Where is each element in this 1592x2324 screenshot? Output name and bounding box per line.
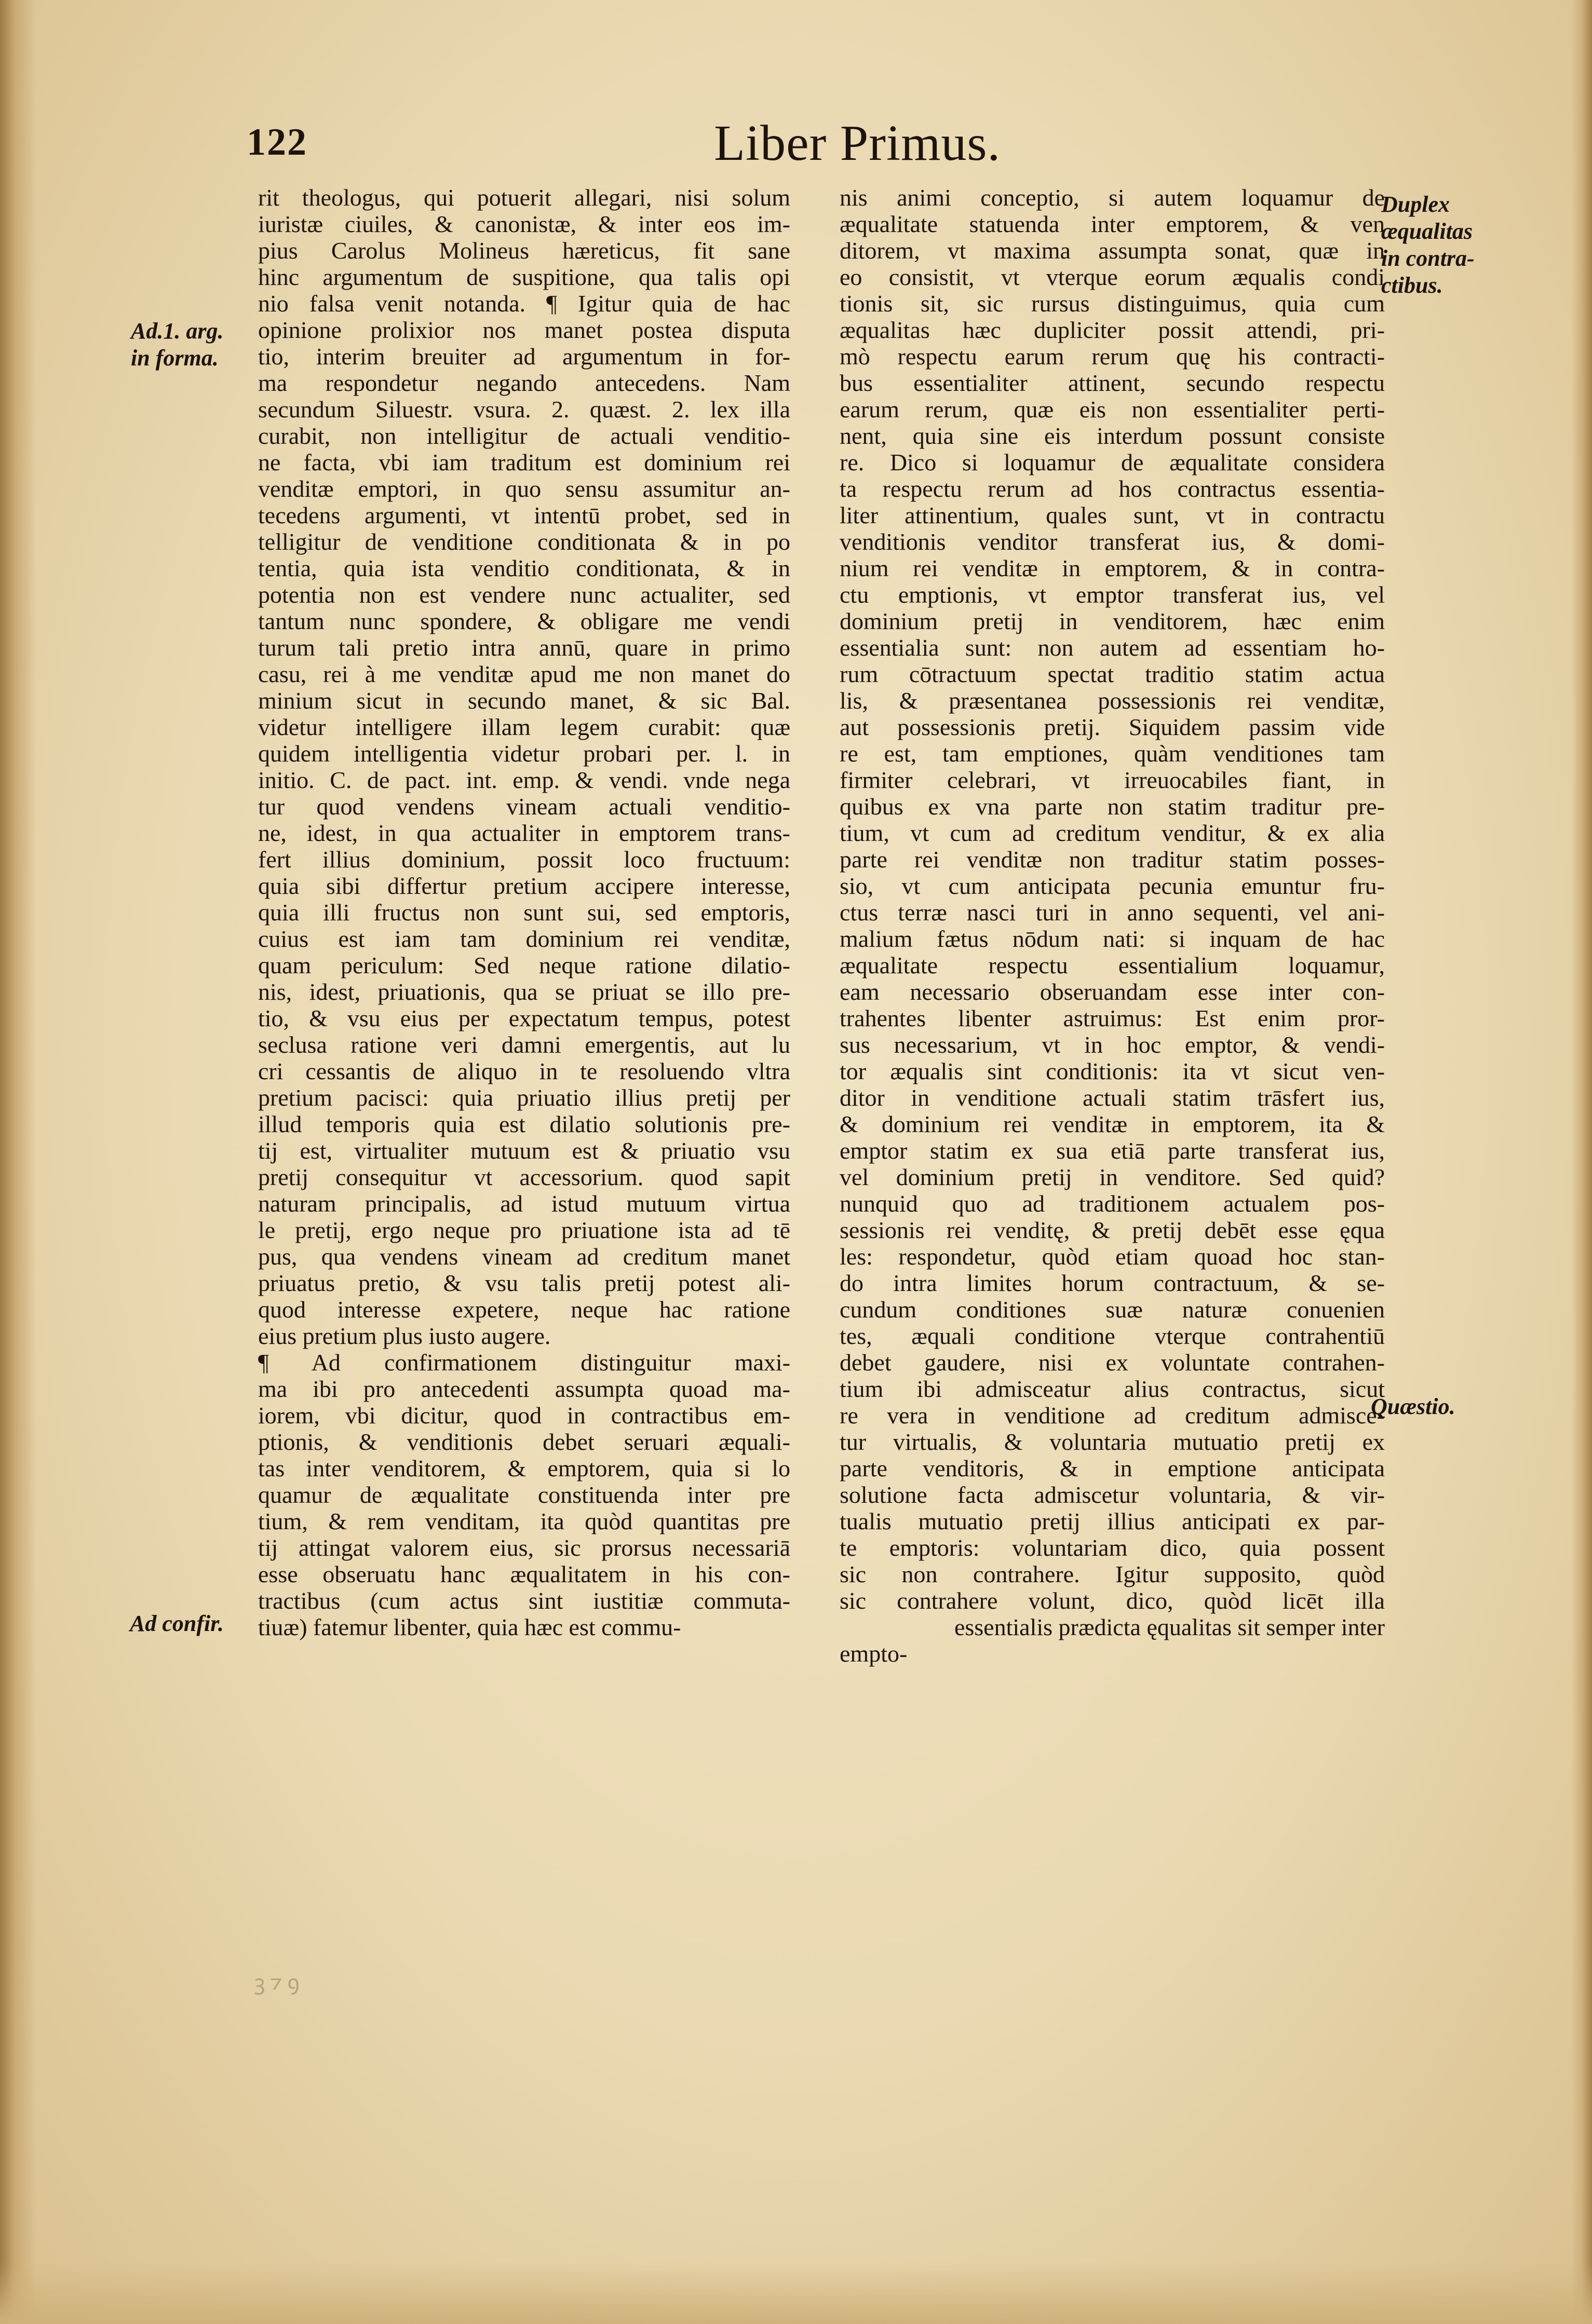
text-line: empto- — [840, 1640, 908, 1667]
text-line: quam periculum: Sed neque ratione dilatio- — [258, 952, 790, 978]
text-line: ctus terræ nasci turi in anno sequenti, vel ani- — [840, 899, 1385, 926]
text-line: tentia, quia ista venditio conditionata, & in — [258, 555, 790, 581]
text-line: le pretij, ergo neque pro priuatione ista ad tē — [258, 1217, 790, 1243]
text-line: firmiter celebrari, vt irreuocabiles fiant, in — [840, 767, 1385, 793]
text-line: cri cessantis de aliquo in te resoluendo vltra — [258, 1058, 790, 1084]
text-line: ctu emptionis, vt emptor transferat ius, vel — [840, 581, 1385, 608]
text-line: parte rei venditæ non traditur statim posses- — [840, 846, 1385, 873]
text-line: tractibus (cum actus sint iustitiæ commuta- — [258, 1587, 790, 1614]
text-line: tium, & rem venditam, ita quòd quantitas pre — [258, 1508, 790, 1534]
text-line: æqualitate respectu essentialium loquamur, — [840, 952, 1385, 978]
text-line: tes, æquali conditione vterque contrahentiū — [840, 1323, 1385, 1349]
text-line: tur quod vendens vineam actuali venditio- — [258, 793, 790, 820]
text-line: pretium pacisci: quia priuatio illius pretij per — [258, 1084, 790, 1111]
text-line: quia illi fructus non sunt sui, sed emptoris, — [258, 899, 790, 926]
text-line: eius pretium plus iusto augere. — [258, 1323, 551, 1349]
text-line: tiuæ) fatemur libenter, quia hæc est commu- — [258, 1614, 681, 1640]
text-line: ne facta, vbi iam traditum est dominium rei — [258, 449, 790, 475]
text-line: æqualitate statuenda inter emptorem, & ven — [840, 211, 1385, 237]
text-line: iorem, vbi dicitur, quod in contractibus em- — [258, 1402, 790, 1429]
text-line: quia sibi differtur pretium accipere interesse, — [258, 873, 790, 899]
margin-note-duplex-3: in contra- — [1381, 246, 1475, 271]
left-edge-stain — [0, 0, 36, 2324]
text-line: potentia non est vendere nunc actualiter, sed — [258, 581, 790, 608]
text-line: tium ibi admisceatur alius contractus, sicut — [840, 1376, 1385, 1402]
margin-note-quaestio: Quæstio. — [1371, 1394, 1455, 1419]
text-line: pius Carolus Molineus hæreticus, fit sane — [258, 237, 790, 264]
text-line: tionis sit, sic rursus distinguimus, quia cum — [840, 290, 1385, 317]
text-line: opinione prolixior nos manet postea disputa — [258, 317, 790, 343]
margin-note-ad-confir: Ad confir. — [130, 1611, 224, 1636]
text-line: sessionis rei venditę, & pretij debēt esse ęqua — [840, 1217, 1385, 1243]
text-line: nis animi conceptio, si autem loquamur de — [840, 184, 1385, 211]
running-head: Liber Primus. — [714, 115, 1001, 171]
text-line: tium, vt cum ad creditum venditur, & ex alia — [840, 820, 1385, 846]
text-line: nent, quia sine eis interdum possunt consiste — [840, 423, 1385, 449]
bleed-through-mark: ꝫ ⁊ ꝯ — [254, 1971, 300, 1994]
text-line: do intra limites horum contractuum, & se- — [840, 1270, 1385, 1296]
text-line: minium sicut in secundo manet, & sic Bal. — [258, 687, 790, 714]
text-line: tur virtualis, & voluntaria mutuatio pretij ex — [840, 1429, 1385, 1455]
text-line: lis, & præsentanea possessionis rei venditæ, — [840, 687, 1385, 714]
text-line: quod interesse expetere, neque hac ratione — [258, 1296, 790, 1323]
text-line: les: respondetur, quòd etiam quoad hoc stan- — [840, 1243, 1385, 1270]
margin-note-duplex-4: ctibus. — [1381, 273, 1443, 298]
text-line: seclusa ratione veri damni emergentis, aut lu — [258, 1031, 790, 1058]
text-line: ptionis, & venditionis debet seruari æquali- — [258, 1429, 790, 1455]
text-line: initio. C. de pact. int. emp. & vendi. vnde nega — [258, 767, 790, 793]
text-line: tualis mutuatio pretij illius anticipati ex par- — [840, 1508, 1385, 1534]
right-edge-stain — [1571, 0, 1592, 2324]
text-line: sic contrahere volunt, dico, quòd licēt illa — [840, 1587, 1385, 1614]
text-line: ma ibi pro antecedenti assumpta quoad ma- — [258, 1376, 790, 1402]
text-line: te emptoris: voluntariam dico, quia possent — [840, 1534, 1385, 1561]
text-line: tij attingat valorem eius, sic prorsus necessariā — [258, 1534, 790, 1561]
text-line: tor æqualis sint conditionis: ita vt sicut ven- — [840, 1058, 1385, 1084]
text-line: quidem intelligentia videtur probari per. l. in — [258, 740, 790, 767]
text-line: ne, idest, in qua actualiter in emptorem trans- — [258, 820, 790, 846]
text-line: emptor statim ex sua etiā parte transferat ius, — [840, 1137, 1385, 1164]
text-line: illud temporis quia est dilatio solutionis pre- — [258, 1111, 790, 1137]
margin-note-ad-arg: Ad.1. arg. — [131, 318, 224, 344]
text-line: quamur de æqualitate constituenda inter pre — [258, 1482, 790, 1508]
text-line: videtur intelligere illam legem curabit: quæ — [258, 714, 790, 740]
text-line: nium rei venditæ in emptorem, & in contra- — [840, 555, 1385, 581]
text-line: rum cōtractuum spectat traditio statim actua — [840, 661, 1385, 687]
text-line: naturam principalis, ad istud mutuum virtua — [258, 1190, 790, 1217]
text-line: ma respondetur negando antecedens. Nam — [258, 370, 790, 396]
text-line: curabit, non intelligitur de actuali venditio- — [258, 423, 790, 449]
text-line: eo consistit, vt vterque eorum æqualis condi — [840, 264, 1385, 290]
text-line: telligitur de venditione conditionata & in po — [258, 528, 790, 555]
text-line: æqualitas hæc dupliciter possit attendi, pri- — [840, 317, 1385, 343]
text-line: vel dominium pretij in venditore. Sed quid? — [840, 1164, 1385, 1190]
text-line: tio, & vsu eius per expectatum tempus, potest — [258, 1005, 790, 1031]
text-line: venditæ emptori, in quo sensu assumitur an- — [258, 475, 790, 502]
text-line: aut possessionis pretij. Siquidem passim vide — [840, 714, 1385, 740]
page-number: 122 — [247, 121, 307, 164]
text-line: ta respectu rerum ad hos contractus essentia- — [840, 475, 1385, 502]
text-line: eam necessario obseruandam esse inter con- — [840, 978, 1385, 1005]
text-line: tantum nunc spondere, & obligare me vendi — [258, 608, 790, 634]
text-line: pretij consequitur vt accessorium. quod sapit — [258, 1164, 790, 1190]
text-line: ¶ Ad confirmationem distinguitur maxi- — [258, 1349, 790, 1376]
left-text-column — [258, 184, 790, 1640]
text-line: nio falsa venit notanda. ¶ Igitur quia de hac — [258, 290, 790, 317]
text-line: solutione facta admiscetur voluntaria, & vir- — [840, 1482, 1385, 1508]
margin-note-in-forma: in forma. — [131, 345, 219, 371]
text-line: cuius est iam tam dominium rei venditæ, — [258, 926, 790, 952]
text-line: re. Dico si loquamur de æqualitate considera — [840, 449, 1385, 475]
text-line: sio, vt cum anticipata pecunia emuntur fru- — [840, 873, 1385, 899]
text-line: trahentes libenter astruimus: Est enim pror- — [840, 1005, 1385, 1031]
text-line: pus, qua vendens vineam ad creditum manet — [258, 1243, 790, 1270]
text-line: bus essentialiter attinent, secundo respectu — [840, 370, 1385, 396]
text-line: turum tali pretio intra annū, quare in primo — [258, 634, 790, 661]
text-line: earum rerum, quæ eis non essentialiter perti- — [840, 396, 1385, 423]
text-line: dominium pretij in venditorem, hæc enim — [840, 608, 1385, 634]
text-line: priuatus pretio, & vsu talis pretij potest ali- — [258, 1270, 790, 1296]
text-line: ditorem, vt maxima assumpta sonat, quæ in — [840, 237, 1385, 264]
text-line: ditor in venditione actuali statim trāsfert ius, — [840, 1084, 1385, 1111]
text-line: iuristæ ciuiles, & canonistæ, & inter eos im- — [258, 211, 790, 237]
text-line: quibus ex vna parte non statim traditur pre- — [840, 793, 1385, 820]
text-line: tij est, virtualiter mutuum est & priuatio vsu — [258, 1137, 790, 1164]
text-line: debet gaudere, nisi ex voluntate contrahen- — [840, 1349, 1385, 1376]
text-line: re vera in venditione ad creditum admisce- — [840, 1402, 1385, 1429]
text-line: esse obseruatu hanc æqualitatem in his con- — [258, 1561, 790, 1587]
text-line: & dominium rei venditæ in emptorem, ita & — [840, 1111, 1385, 1137]
text-line: essentialis prædicta ęqualitas sit semper inter — [954, 1614, 1385, 1640]
text-line: secundum Siluestr. vsura. 2. quæst. 2. lex illa — [258, 396, 790, 423]
margin-note-duplex-1: Duplex — [1381, 192, 1450, 217]
text-line: casu, rei à me venditæ apud me non manet do — [258, 661, 790, 687]
text-line: tecedens argumenti, vt intentū probet, sed in — [258, 502, 790, 528]
text-line: cundum conditiones suæ naturæ conuenien — [840, 1296, 1385, 1323]
text-line: malium fætus nōdum nati: si inquam de hac — [840, 926, 1385, 952]
text-line: fert illius dominium, possit loco fructuum: — [258, 846, 790, 873]
text-line: nis, idest, priuationis, qua se priuat se illo pre- — [258, 978, 790, 1005]
text-line: venditionis venditor transferat ius, & domi- — [840, 528, 1385, 555]
text-line: liter attinentium, quales sunt, vt in contractu — [840, 502, 1385, 528]
text-line: essentialia sunt: non autem ad essentiam ho- — [840, 634, 1385, 661]
text-line: tas inter venditorem, & emptorem, quia si lo — [258, 1455, 790, 1482]
text-line: nunquid quo ad traditionem actualem pos- — [840, 1190, 1385, 1217]
right-text-column — [840, 184, 1385, 1667]
text-line: re est, tam emptiones, quàm venditiones tam — [840, 740, 1385, 767]
text-line: sus necessarium, vt in hoc emptor, & vendi- — [840, 1031, 1385, 1058]
margin-note-duplex-2: æqualitas — [1381, 219, 1473, 244]
text-line: mò respectu earum rerum quę his contracti- — [840, 343, 1385, 370]
text-line: tio, interim breuiter ad argumentum in for- — [258, 343, 790, 370]
bottom-edge-stain — [0, 2262, 1592, 2324]
text-line: parte venditoris, & in emptione anticipata — [840, 1455, 1385, 1482]
text-line: rit theologus, qui potuerit allegari, nisi solum — [258, 184, 790, 211]
text-line: sic non contrahere. Igitur supposito, quòd — [840, 1561, 1385, 1587]
text-line: hinc argumentum de suspitione, qua talis opi — [258, 264, 790, 290]
